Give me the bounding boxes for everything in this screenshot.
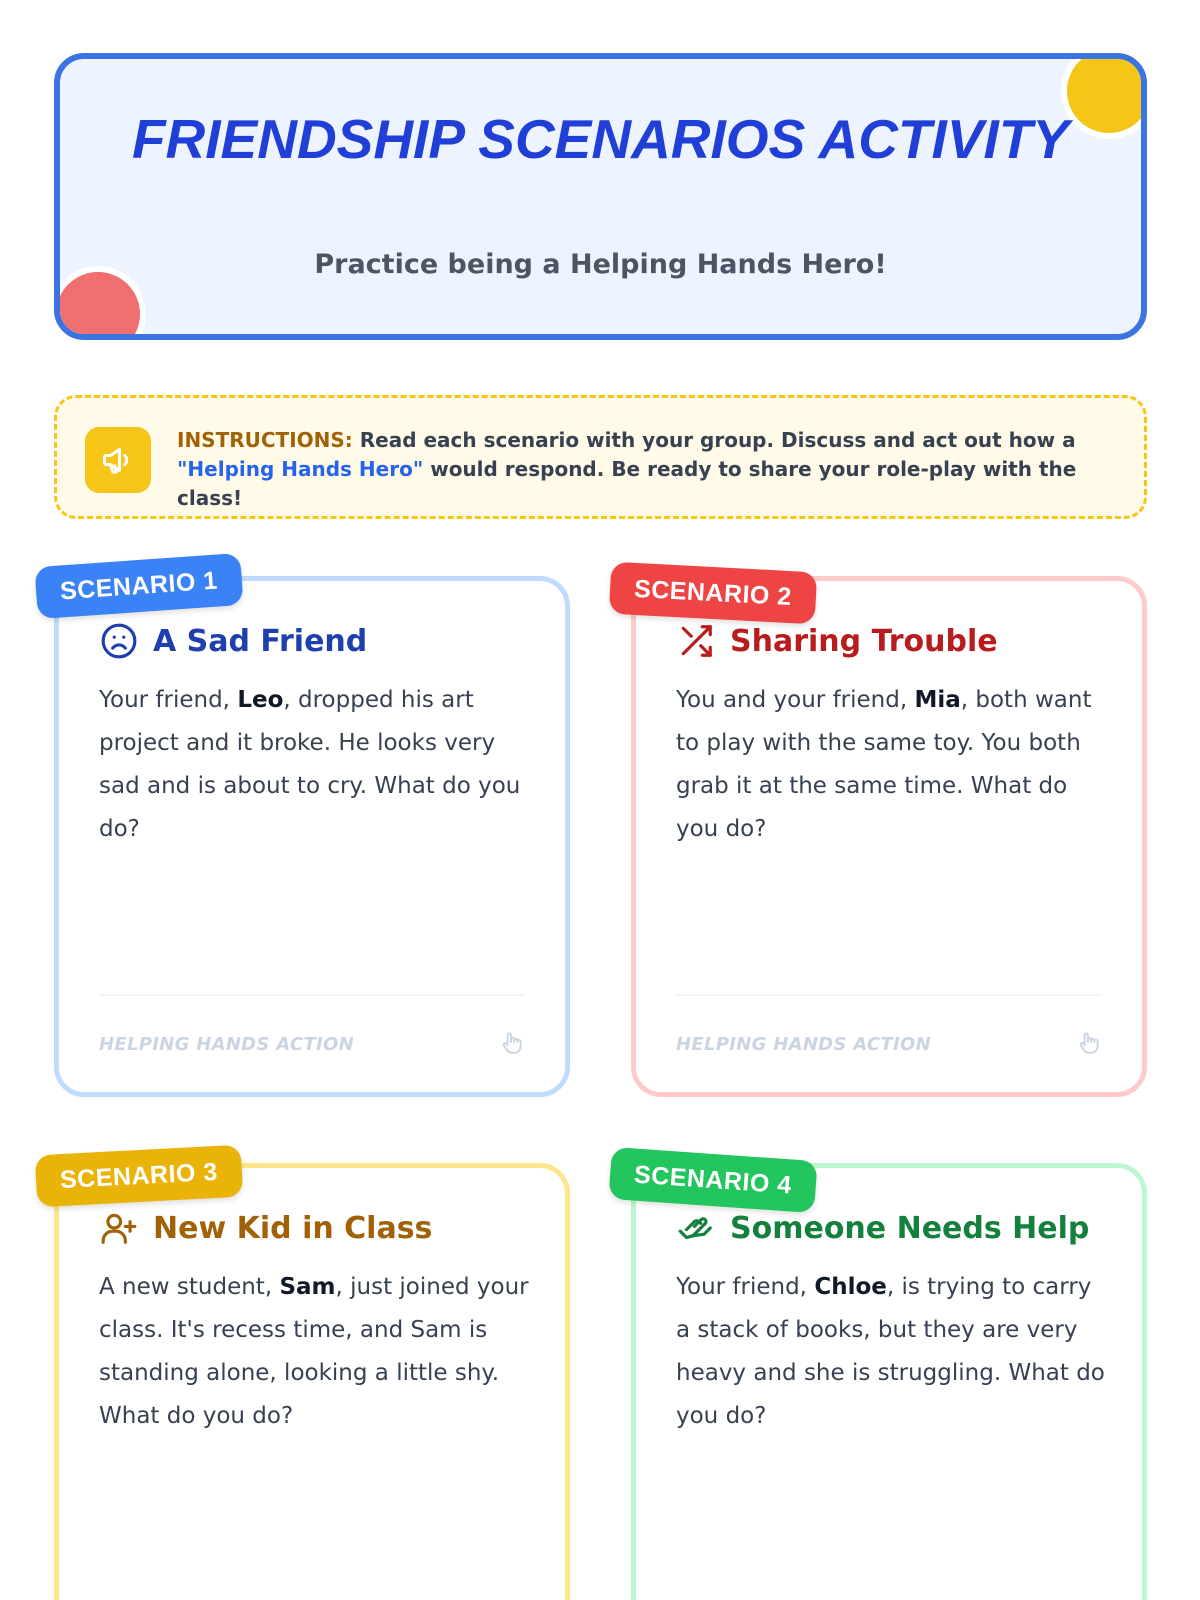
scenario-title-row: [99, 1208, 432, 1248]
instructions-label: INSTRUCTIONS:: [177, 428, 353, 452]
scenario-description: [676, 1266, 1108, 1438]
sad-face-icon: [99, 621, 139, 661]
scenario-description: [99, 679, 531, 851]
scenario-tag-1: SCENARIO 1: [34, 553, 243, 619]
instructions-text-before: Read each scenario with your group. Discuss and act out how a: [359, 428, 1076, 452]
scenario-footer: [676, 1029, 1102, 1059]
scenario-title: Sharing Trouble: [730, 623, 998, 659]
helping-hand-icon: [676, 1208, 716, 1248]
scenario-card-1: [54, 576, 570, 1097]
hand-icon: [1076, 1029, 1102, 1059]
instructions-text-after: would respond. Be ready to share your role-play with the class!: [177, 457, 1077, 510]
scenario-card-2: [631, 576, 1147, 1097]
footer-label: HELPING HANDS ACTION: [676, 1033, 931, 1055]
page-header: [54, 53, 1147, 340]
scenario-footer: [99, 1029, 525, 1059]
scenario-card-3: [54, 1163, 570, 1600]
hand-icon: [499, 1029, 525, 1059]
scenario-title: Someone Needs Help: [730, 1210, 1090, 1246]
scenario-tag-2: SCENARIO 2: [609, 562, 817, 625]
footer-divider: [99, 994, 525, 996]
shuffle-icon: [676, 621, 716, 661]
scenario-description: [676, 679, 1108, 851]
scenario-title: New Kid in Class: [153, 1210, 433, 1246]
page-subtitle: Practice being a Helping Hands Hero!: [314, 249, 887, 280]
scenario-text: , dropped his art project and it broke. He looks very sad and is about to cry. What do you do?: [99, 687, 521, 842]
scenario-text: , both want to play with the same toy. You both grab it at the same time. What do you do?: [676, 687, 1092, 842]
scenario-name: Mia: [914, 687, 961, 713]
scenario-description: [99, 1266, 531, 1438]
instructions-hero-text: "Helping Hands Hero": [177, 457, 424, 481]
scenario-title-row: [676, 1208, 1089, 1248]
scenario-tag-3: SCENARIO 3: [35, 1145, 243, 1208]
scenario-name: Leo: [237, 687, 284, 713]
scenario-text: , just joined your class. It's recess time, and Sam is standing alone, looking a little shy. What do you do?: [99, 1274, 529, 1429]
scenario-title-row: [99, 621, 367, 661]
scenario-title: A Sad Friend: [153, 623, 368, 659]
scenario-text: , is trying to carry a stack of books, but they are very heavy and she is struggling. What do you do?: [676, 1274, 1105, 1429]
user-plus-icon: [99, 1208, 139, 1248]
scenario-card-4: [631, 1163, 1147, 1600]
scenario-text: You and your friend,: [676, 687, 915, 713]
instructions-box: [54, 395, 1147, 519]
footer-divider: [676, 994, 1102, 996]
scenario-text: Your friend,: [99, 687, 238, 713]
scenario-title-row: [676, 621, 998, 661]
instructions-text: [177, 426, 1124, 513]
page-title: FRIENDSHIP SCENARIOS ACTIVITY: [131, 108, 1070, 170]
scenario-name: Sam: [279, 1274, 336, 1300]
scenario-name: Chloe: [814, 1274, 887, 1300]
scenario-text: A new student,: [99, 1274, 280, 1300]
scenario-text: Your friend,: [676, 1274, 815, 1300]
megaphone-icon: [85, 427, 151, 493]
footer-label: HELPING HANDS ACTION: [99, 1033, 354, 1055]
scenario-tag-4: SCENARIO 4: [608, 1147, 817, 1213]
